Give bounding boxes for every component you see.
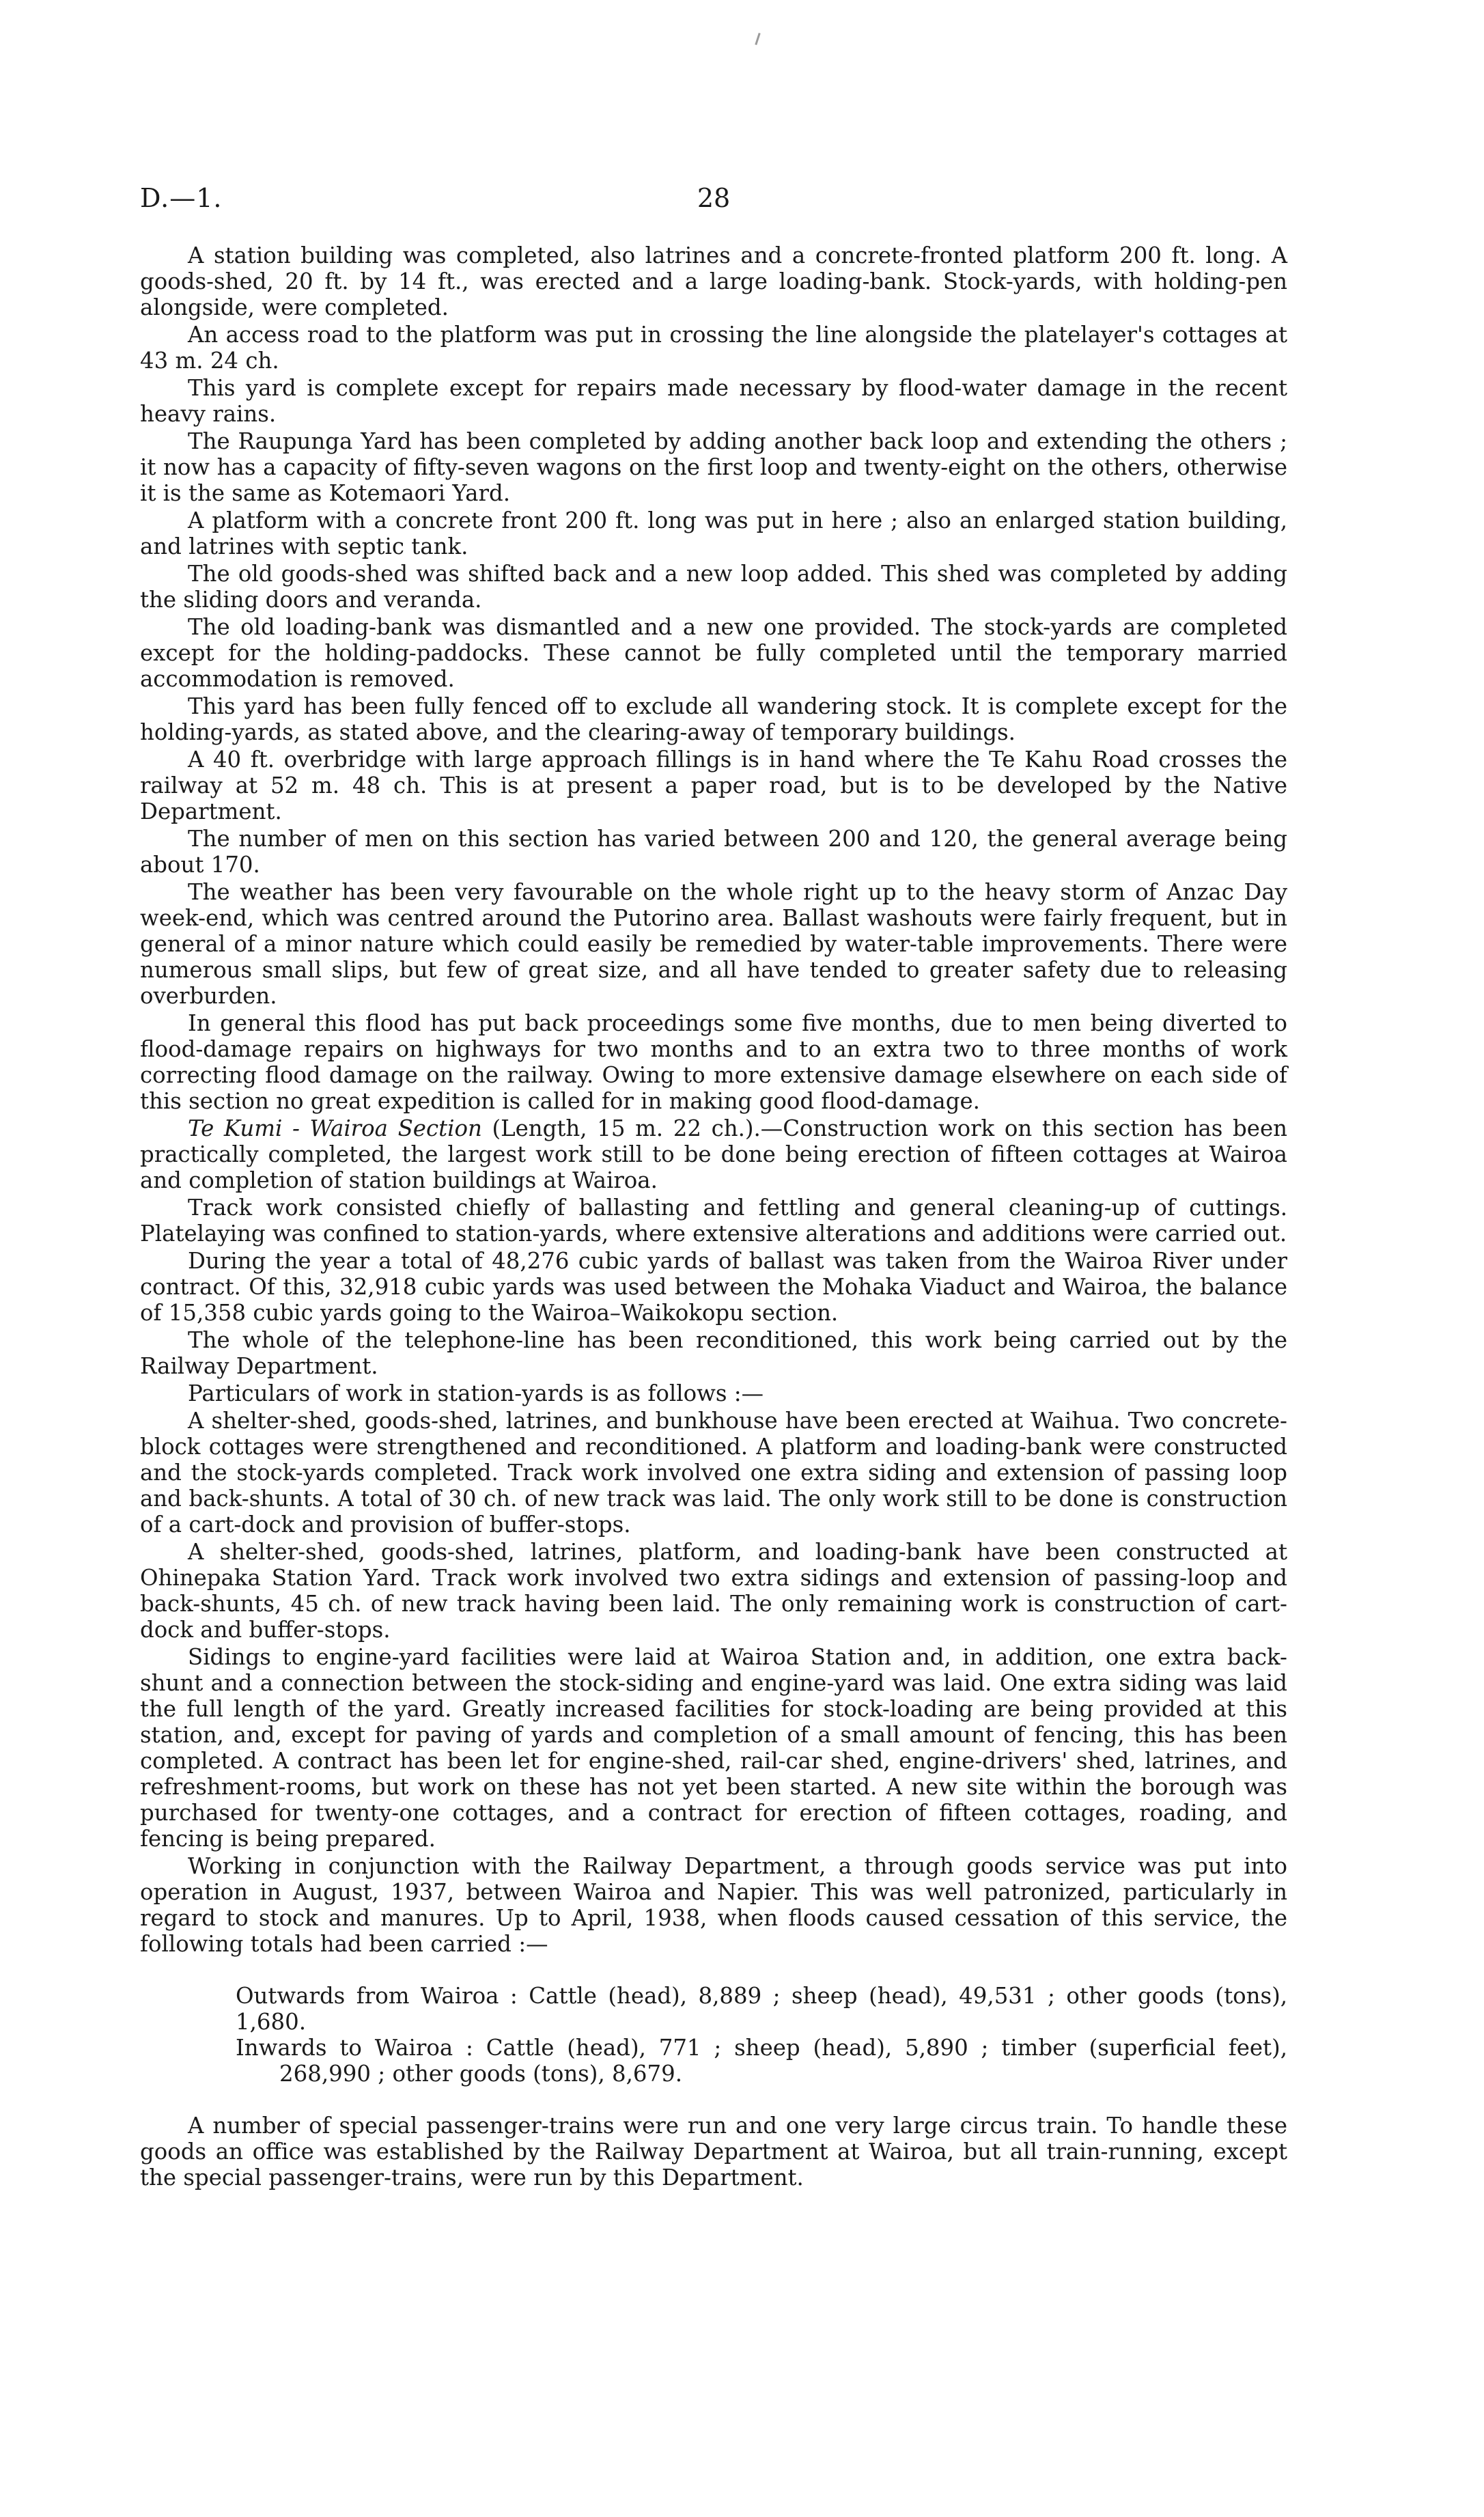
paragraph: Working in conjunction with the Railway Department, a through goods service was put into operation in August, 1937, between Wairoa and Napier. This was well patronized, particularly in regard to stock and manures. Up to April, 1938, when floods caused cessation of this service, the following totals had been carried :— (140, 1853, 1287, 1957)
paragraph: Particulars of work in station-yards is as follows :— (188, 1380, 764, 1406)
paragraph: A 40 ft. overbridge with large approach fillings is in hand where the Te Kahu Road crosses the railway at 52 m. 48 ch. This is at present a paper road, but is to be developed by the Native Department. (140, 747, 1287, 824)
document-code: D.—1. (140, 183, 223, 213)
closing-paragraph: A number of special passenger-trains were run and one very large circus train. To handle these goods an office was established by the Railway Department at Wairoa, but all train-running, except the special passenger-trains, were run by this Department. (140, 2113, 1287, 2191)
page-number: 28 (697, 183, 731, 213)
totals-inwards: Inwards to Wairoa : Cattle (head), 771 ; sheep (head), 5,890 ; timber (superficial feet), 268,990 ; other goods (tons), 8,679. (236, 2035, 1287, 2087)
paragraph: A station building was completed, also latrines and a concrete-fronted platform 200 ft. long. A goods-shed, 20 ft. by 14 ft., was erected and a large loading-bank. Stock-yards, with holding-pen alongside, were completed. (140, 242, 1287, 320)
paragraph: During the year a total of 48,276 cubic yards of ballast was taken from the Wairoa River under contract. Of this, 32,918 cubic yards was used between the Mohaka Viaduct and Wairoa, the balance of 15,358 cubic yards going to the Wairoa–Waikokopu section. (140, 1248, 1287, 1326)
paragraph: The old loading-bank was dismantled and a new one provided. The stock-yards are completed except for the holding-paddocks. These cannot be fully completed until the temporary married accommodation is removed. (140, 614, 1287, 692)
totals-block (140, 1983, 1287, 2087)
section-title: Te Kumi - Wairoa Section (188, 1115, 482, 1141)
paragraph: A platform with a concrete front 200 ft. long was put in here ; also an enlarged station building, and latrines with septic tank. (140, 507, 1287, 559)
section-paragraph (140, 1115, 1287, 1193)
paragraph: An access road to the platform was put in crossing the line alongside the platelayer's cottages at 43 m. 24 ch. (140, 322, 1287, 374)
paragraph: A shelter-shed, goods-shed, latrines, and bunkhouse have been erected at Waihua. Two concrete-block cottages were strengthened and reconditioned. A platform and loading-bank were constructed and the stock-yards completed. Track work involved one extra siding and extension of passing loop and back-shunts. A total of 30 ch. of new track was laid. The only work still to be done is construction of a cart-dock and provision of buffer-stops. (140, 1408, 1287, 1538)
paragraph: Track work consisted chiefly of ballasting and fettling and general cleaning-up of cuttings. Platelaying was confined to station-yards, where extensive alterations and additions were carried out. (140, 1195, 1287, 1247)
paragraph: In general this flood has put back proceedings some five months, due to men being diverted to flood-damage repairs on highways for two months and to an extra two to three months of work correcting flood damage on the railway. Owing to more extensive damage elsewhere on each side of this section no great expedition is called for in making good flood-damage. (140, 1010, 1287, 1114)
scan-mark (755, 33, 760, 45)
paragraph: The Raupunga Yard has been completed by adding another back loop and extending the others ; it now has a capacity of fifty-seven wagons on the first loop and twenty-eight on the others, otherwise it is the same as Kotemaori Yard. (140, 428, 1287, 506)
section-text: (Length, 15 m. 22 ch.).—Construction work on this section has been practically completed, the largest work still to be done being erection of fifteen cottages at Wairoa and completion of station buildings at Wairoa. (140, 1115, 1287, 1193)
page-header (140, 183, 1287, 224)
paragraph: This yard is complete except for repairs made necessary by flood-water damage in the recent heavy rains. (140, 375, 1287, 427)
paragraph: Sidings to engine-yard facilities were laid at Wairoa Station and, in addition, one extra back-shunt and a connection between the stock-siding and engine-yard was laid. One extra siding was laid the full length of the yard. Greatly increased facilities for stock-loading are being provided at this station, and, except for paving of yards and completion of a small amount of fencing, this has been completed. A contract has been let for engine-shed, rail-car shed, engine-drivers' shed, latrines, and refreshment-rooms, but work on these has not yet been started. A new site within the borough was purchased for twenty-one cottages, and a contract for erection of fifteen cottages, roading, and fencing is being prepared. (140, 1644, 1287, 1852)
paragraph: This yard has been fully fenced off to exclude all wandering stock. It is complete except for the holding-yards, as stated above, and the clearing-away of temporary buildings. (140, 693, 1287, 745)
paragraph: The whole of the telephone-line has been reconditioned, this work being carried out by the Railway Department. (140, 1327, 1287, 1379)
paragraph: The weather has been very favourable on the whole right up to the heavy storm of Anzac Day week-end, which was centred around the Putorino area. Ballast washouts were fairly frequent, but in general of a minor nature which could easily be remedied by water-table improvements. There were numerous small slips, but few of great size, and all have tended to greater safety due to releasing overburden. (140, 879, 1287, 1009)
paragraph: The number of men on this section has varied between 200 and 120, the general average being about 170. (140, 826, 1287, 878)
paragraph: The old goods-shed was shifted back and a new loop added. This shed was completed by adding the sliding doors and veranda. (140, 561, 1287, 613)
totals-outwards: Outwards from Wairoa : Cattle (head), 8,889 ; sheep (head), 49,531 ; other goods (tons), 1,680. (236, 1983, 1287, 2035)
paragraph: A shelter-shed, goods-shed, latrines, platform, and loading-bank have been constructed at Ohinepaka Station Yard. Track work involved two extra sidings and extension of passing-loop and back-shunts, 45 ch. of new track having been laid. The only remaining work is construction of cart-dock and buffer-stops. (140, 1539, 1287, 1643)
page-body (140, 242, 1287, 2192)
